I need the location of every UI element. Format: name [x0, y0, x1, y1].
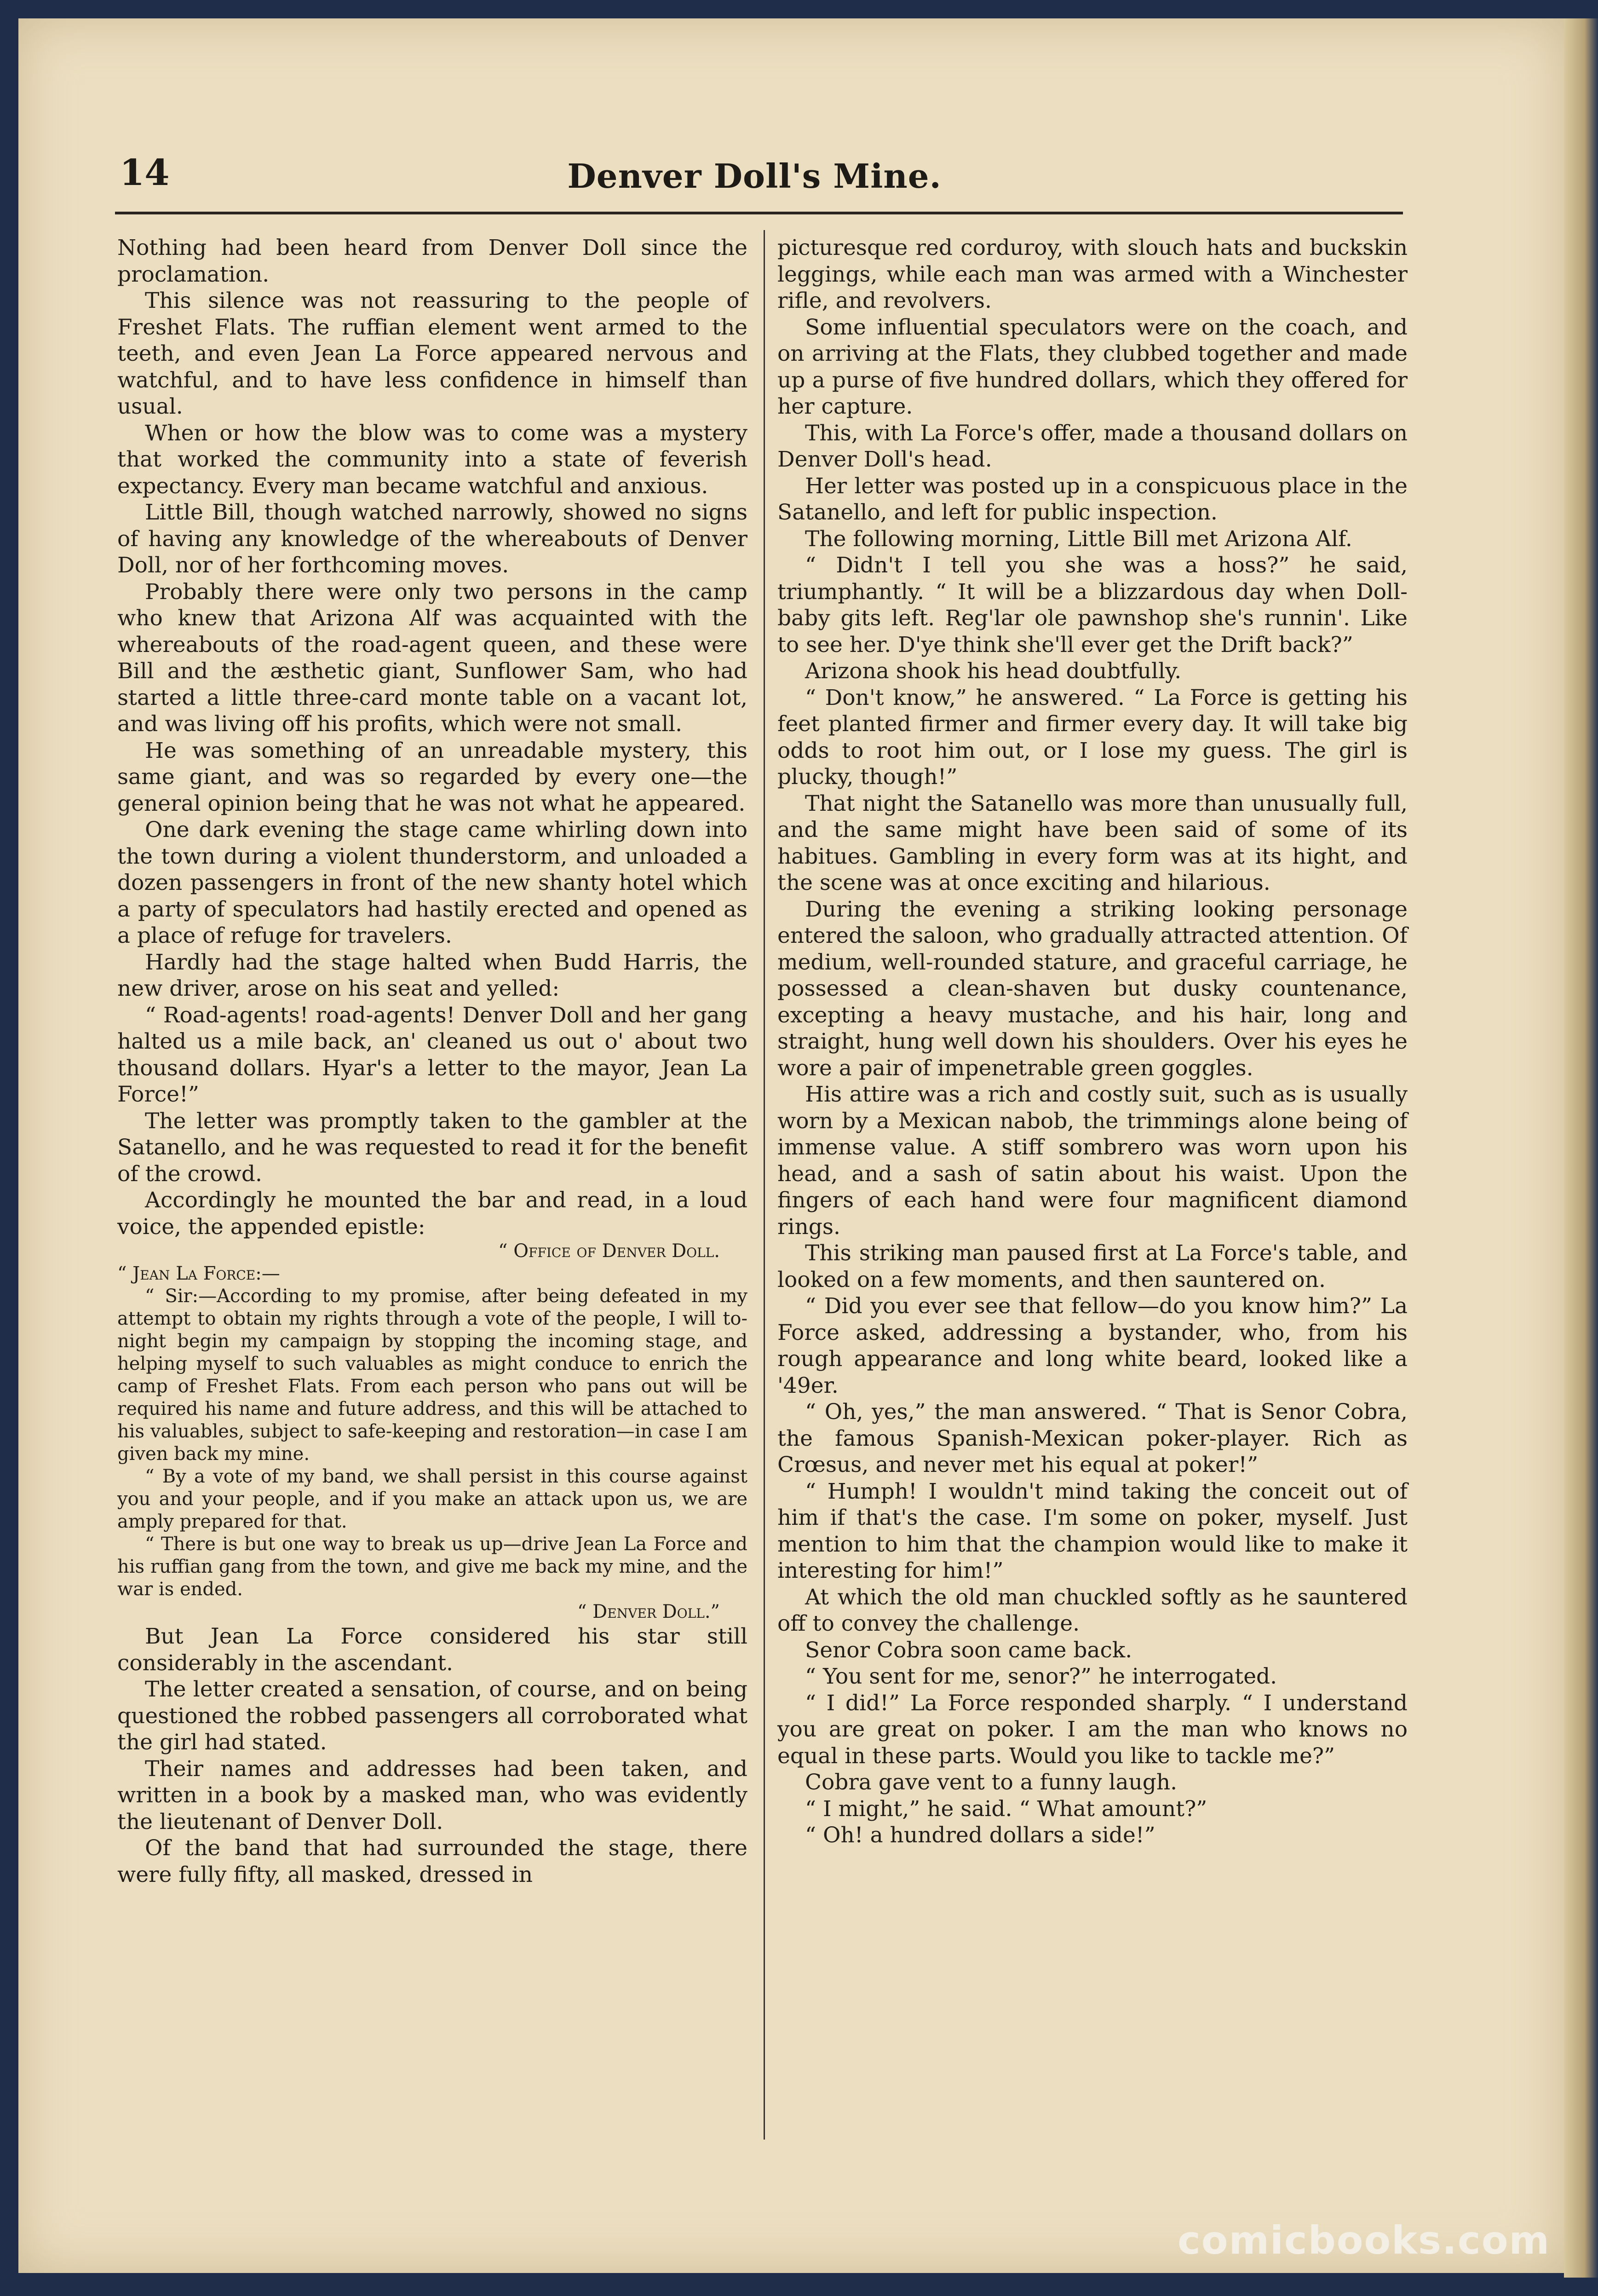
paragraph: Accordingly he mounted the bar and read, in a loud voice, the appended epistle: — [117, 1188, 747, 1240]
letter-salutation: “ Jean La Force:— — [117, 1263, 280, 1284]
paragraph: His attire was a rich and costly suit, such as is usually worn by a Mexican nabob, the trimmings alone being of immense value. A stiff sombrero was worn upon his head, and a sash of satin about his waist. Upon the fingers of each hand were four magnificent diamond rings. — [777, 1082, 1408, 1240]
paragraph: Some influential speculators were on the coach, and on arriving at the Flats, they clubbed together and made up a purse of five hundred dollars, which they offered for her capture. — [777, 314, 1408, 419]
paragraph: Hardly had the stage halted when Budd Harris, the new driver, arose on his seat and yelled: — [117, 949, 747, 1001]
paragraph: Nothing had been heard from Denver Doll since the proclamation. — [117, 235, 747, 287]
paragraph: One dark evening the stage came whirling down into the town during a violent thunderstorm, and unloaded a dozen passengers in front of the new shanty hotel which a party of speculators had hastily erected and opened as a place of refuge for travelers. — [117, 817, 747, 948]
column-divider — [764, 230, 765, 2140]
paragraph: Senor Cobra soon came back. — [805, 1637, 1132, 1663]
header-rule — [115, 212, 1403, 214]
letter-block — [117, 1240, 747, 1623]
paragraph: “ Did you ever see that fellow—do you know him?” La Force asked, addressing a bystander, who, from his rough appearance and long white beard, looked like a '49er. — [777, 1293, 1408, 1398]
paragraph: Of the band that had surrounded the stage, there were fully fifty, all masked, dressed in — [117, 1835, 747, 1887]
paragraph: “ I did!” La Force responded sharply. “ I understand you are great on poker. I am the man who knows no equal in these parts. Would you like to tackle me?” — [777, 1690, 1408, 1769]
paragraph: “ I might,” he said. “ What amount?” — [805, 1796, 1207, 1822]
right-column — [777, 235, 1408, 1849]
paragraph: This, with La Force's offer, made a thousand dollars on Denver Doll's head. — [777, 420, 1408, 472]
letter-paragraph: “ Sir:—According to my promise, after being defeated in my attempt to obtain my rights through a vote of the people, I will to-night begin my campaign by stopping the incoming stage, and helping myself to such valuables as might conduce to enrich the camp of Freshet Flats. From each person who pans out will be required his name and future address, and this will be attached to his valuables, subject to safe-keeping and restoration—in case I am given back my mine. — [117, 1286, 747, 1465]
paragraph: Arizona shook his head doubtfully. — [805, 658, 1182, 684]
left-column — [117, 235, 747, 1888]
paragraph: “ Road-agents! road-agents! Denver Doll and her gang halted us a mile back, an' cleaned us out o' about two thousand dollars. Hyar's a letter to the mayor, Jean La Force!” — [117, 1002, 747, 1107]
paragraph: Probably there were only two persons in the camp who knew that Arizona Alf was acquainted with the whereabouts of the road-agent queen, and these were Bill and the æsthetic giant, Sunflower Sam, who had started a little three-card monte table on a vacant lot, and was living off his profits, which were not small. — [117, 579, 747, 737]
watermark-logo: comicbooks.com — [1178, 2218, 1550, 2263]
paragraph: When or how the blow was to come was a mystery that worked the community into a state of feverish expectancy. Every man became watchful and anxious. — [117, 420, 747, 499]
letter-paragraph: “ By a vote of my band, we shall persist in this course against you and your people, and if you make an attack upon us, we are amply prepared for that. — [117, 1466, 747, 1532]
paragraph: During the evening a striking looking personage entered the saloon, who gradually attracted attention. Of medium, well-rounded stature, and graceful carriage, he possessed a clean-shaven but dusky countenance, excepting a heavy mustache, and his hair, long and straight, hung well down his shoulders. Over his eyes he wore a pair of impenetrable green goggles. — [777, 896, 1408, 1081]
paragraph: At which the old man chuckled softly as he sauntered off to convey the challenge. — [777, 1584, 1408, 1636]
paragraph: Her letter was posted up in a conspicuous place in the Satanello, and left for public inspection. — [777, 473, 1408, 525]
paragraph: “ Oh! a hundred dollars a side!” — [805, 1823, 1155, 1848]
page-edge — [1564, 18, 1598, 2278]
paragraph: picturesque red corduroy, with slouch hats and buckskin leggings, while each man was armed with a Winchester rifle, and revolvers. — [777, 235, 1408, 313]
paragraph: This striking man paused first at La Force's table, and looked on a few moments, and then sauntered on. — [777, 1240, 1408, 1292]
paragraph: Their names and addresses had been taken, and written in a book by a masked man, who was evidently the lieutenant of Denver Doll. — [117, 1756, 747, 1834]
paragraph: That night the Satanello was more than unusually full, and the same might have been said of some of its habitues. Gambling in every form was at its hight, and the scene was at once exciting and hilarious. — [777, 790, 1408, 895]
paragraph: The letter was promptly taken to the gambler at the Satanello, and he was requested to read it for the benefit of the crowd. — [117, 1108, 747, 1187]
running-title: Denver Doll's Mine. — [567, 156, 942, 196]
paragraph: He was something of an unreadable mystery, this same giant, and was so regarded by every one—the general opinion being that he was not what he appeared. — [117, 738, 747, 816]
paragraph: But Jean La Force considered his star still considerably in the ascendant. — [117, 1624, 747, 1676]
letter-office: “ Office of Denver Doll. — [498, 1240, 720, 1262]
paragraph: “ You sent for me, senor?” he interrogated. — [805, 1664, 1277, 1689]
paragraph: This silence was not reassuring to the people of Freshet Flats. The ruffian element went armed to the teeth, and even Jean La Force appeared nervous and watchful, and to have less confidence in himself than usual. — [117, 288, 747, 419]
page-header — [101, 147, 1408, 202]
letter-paragraph: “ There is but one way to break us up—drive Jean La Force and his ruffian gang from the town, and give me back my mine, and the war is ended. — [117, 1534, 747, 1600]
paragraph: Little Bill, though watched narrowly, showed no signs of having any knowledge of the whereabouts of Denver Doll, nor of her forthcoming moves. — [117, 500, 747, 578]
paragraph: The following morning, Little Bill met Arizona Alf. — [805, 526, 1352, 552]
page-number: 14 — [120, 152, 170, 194]
paragraph: “ Oh, yes,” the man answered. “ That is Senor Cobra, the famous Spanish-Mexican poker-player. Rich as Crœsus, and never met his equal at poker!” — [777, 1399, 1408, 1477]
paragraph: The letter created a sensation, of course, and on being questioned the robbed passengers all corroborated what the girl had stated. — [117, 1677, 747, 1755]
paragraph: “ Don't know,” he answered. “ La Force is getting his feet planted firmer and firmer every day. It will take big odds to root him out, or I lose my guess. The girl is plucky, though!” — [777, 685, 1408, 790]
paragraph: “ Humph! I wouldn't mind taking the conceit out of him if that's the case. I'm some on poker, myself. Just mention to him that the champion would like to make it interesting for him!” — [777, 1478, 1408, 1583]
paragraph: Cobra gave vent to a funny laugh. — [805, 1770, 1178, 1795]
paragraph: “ Didn't I tell you she was a hoss?” he said, triumphantly. “ It will be a blizzardous day when Doll-baby gits left. Reg'lar ole pawnshop she's runnin'. Like to see her. D'ye think she'll ever get the Drift back?” — [777, 553, 1408, 658]
letter-signature: “ Denver Doll.” — [577, 1601, 720, 1622]
